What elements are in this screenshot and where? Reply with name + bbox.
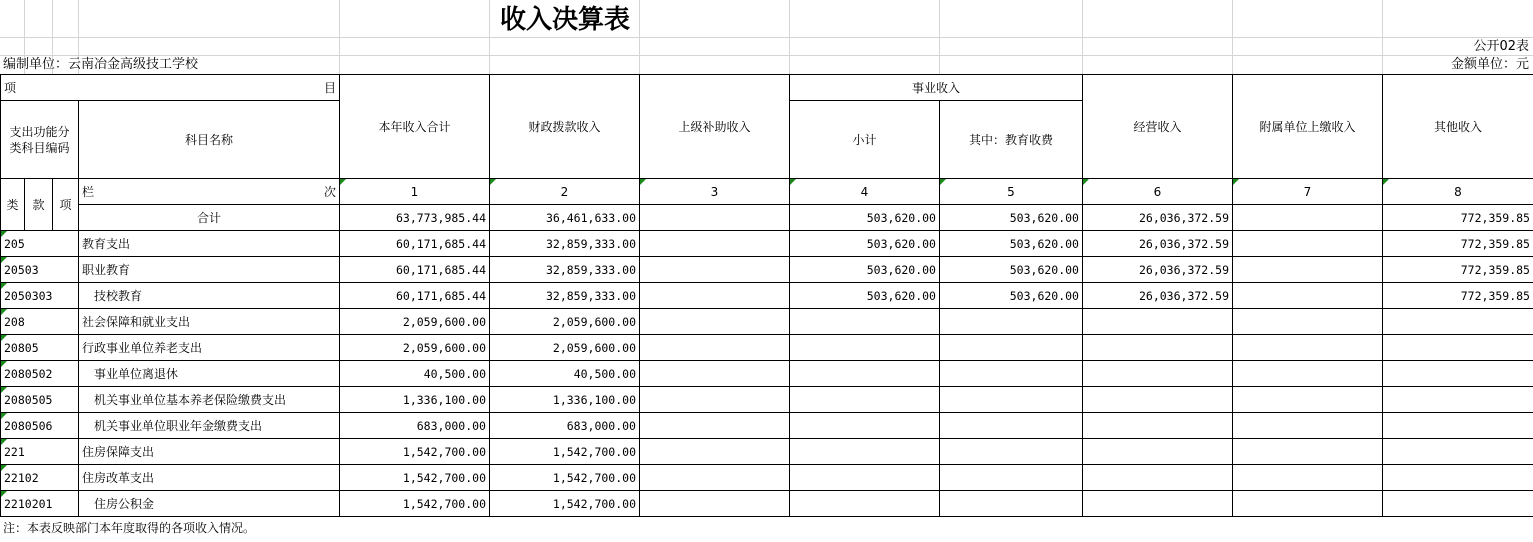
row-value: 32,859,333.00 bbox=[490, 257, 640, 283]
total-value: 503,620.00 bbox=[940, 205, 1083, 231]
header-edu-fee: 其中：教育收费 bbox=[940, 101, 1083, 179]
row-value: 2,059,600.00 bbox=[340, 309, 490, 335]
row-code: 22102 bbox=[1, 465, 79, 491]
row-value bbox=[940, 387, 1083, 413]
row-value: 772,359.85 bbox=[1383, 257, 1533, 283]
row-value bbox=[940, 465, 1083, 491]
table-row bbox=[1, 257, 1533, 283]
row-value: 1,542,700.00 bbox=[340, 465, 490, 491]
form-number: 公开02表 bbox=[1473, 39, 1529, 54]
row-code: 2080506 bbox=[1, 413, 79, 439]
row-value: 683,000.00 bbox=[340, 413, 490, 439]
row-value bbox=[940, 309, 1083, 335]
row-value: 2,059,600.00 bbox=[490, 335, 640, 361]
row-value bbox=[640, 257, 790, 283]
row-code: 208 bbox=[1, 309, 79, 335]
total-value bbox=[1233, 205, 1383, 231]
row-value bbox=[640, 465, 790, 491]
header-lei: 类 bbox=[1, 179, 25, 231]
row-name: 机关事业单位基本养老保险缴费支出 bbox=[79, 387, 340, 413]
row-value: 26,036,372.59 bbox=[1083, 257, 1233, 283]
row-value bbox=[940, 413, 1083, 439]
row-code: 20805 bbox=[1, 335, 79, 361]
row-value bbox=[1083, 361, 1233, 387]
col-number-1: 1 bbox=[340, 179, 490, 205]
row-value bbox=[1383, 335, 1533, 361]
header-affiliated: 附属单位上缴收入 bbox=[1233, 75, 1383, 179]
row-value bbox=[1233, 257, 1383, 283]
row-value bbox=[940, 361, 1083, 387]
header-operating: 经营收入 bbox=[1083, 75, 1233, 179]
total-row bbox=[1, 205, 1533, 231]
row-value: 503,620.00 bbox=[940, 231, 1083, 257]
total-value bbox=[640, 205, 790, 231]
table-row bbox=[1, 231, 1533, 257]
row-name: 住房改革支出 bbox=[79, 465, 340, 491]
header-fiscal: 财政拨款收入 bbox=[490, 75, 640, 179]
row-code: 2050303 bbox=[1, 283, 79, 309]
row-value: 60,171,685.44 bbox=[340, 283, 490, 309]
row-name: 住房保障支出 bbox=[79, 439, 340, 465]
header-xiang-mu: 项 目 bbox=[1, 75, 340, 101]
table-row bbox=[1, 283, 1533, 309]
total-value: 36,461,633.00 bbox=[490, 205, 640, 231]
table-row bbox=[1, 439, 1533, 465]
col-number-6: 6 bbox=[1083, 179, 1233, 205]
row-value bbox=[1233, 387, 1383, 413]
row-value: 60,171,685.44 bbox=[340, 257, 490, 283]
row-value bbox=[1383, 361, 1533, 387]
row-value bbox=[1233, 309, 1383, 335]
col-number-3: 3 bbox=[640, 179, 790, 205]
row-value: 40,500.00 bbox=[340, 361, 490, 387]
row-value bbox=[1383, 465, 1533, 491]
row-code: 20503 bbox=[1, 257, 79, 283]
row-value bbox=[1233, 335, 1383, 361]
row-value: 503,620.00 bbox=[790, 257, 940, 283]
row-value: 772,359.85 bbox=[1383, 283, 1533, 309]
total-value: 63,773,985.44 bbox=[340, 205, 490, 231]
row-value bbox=[640, 309, 790, 335]
row-value bbox=[1233, 491, 1383, 517]
row-code: 221 bbox=[1, 439, 79, 465]
row-value bbox=[1233, 231, 1383, 257]
row-value bbox=[1233, 283, 1383, 309]
row-value: 2,059,600.00 bbox=[340, 335, 490, 361]
col-number-4: 4 bbox=[790, 179, 940, 205]
row-value bbox=[790, 439, 940, 465]
row-code: 2080505 bbox=[1, 387, 79, 413]
row-value bbox=[640, 361, 790, 387]
row-value bbox=[640, 439, 790, 465]
row-value bbox=[640, 387, 790, 413]
row-value bbox=[1083, 335, 1233, 361]
table-row bbox=[1, 413, 1533, 439]
header-code-label: 支出功能分类科目编码 bbox=[1, 101, 79, 179]
row-code: 2210201 bbox=[1, 491, 79, 517]
table-row bbox=[1, 361, 1533, 387]
row-value: 503,620.00 bbox=[790, 283, 940, 309]
header-career: 事业收入 bbox=[790, 75, 1083, 101]
col-number-2: 2 bbox=[490, 179, 640, 205]
row-value bbox=[1383, 439, 1533, 465]
row-value bbox=[1383, 309, 1533, 335]
row-value bbox=[1383, 491, 1533, 517]
row-name: 住房公积金 bbox=[79, 491, 340, 517]
row-value: 26,036,372.59 bbox=[1083, 283, 1233, 309]
row-value bbox=[1233, 439, 1383, 465]
col-number-8: 8 bbox=[1383, 179, 1533, 205]
row-value bbox=[790, 413, 940, 439]
table-row bbox=[1, 491, 1533, 517]
row-name: 技校教育 bbox=[79, 283, 340, 309]
row-value bbox=[640, 283, 790, 309]
row-value: 1,336,100.00 bbox=[490, 387, 640, 413]
header-lan-ci: 栏 次 bbox=[79, 179, 340, 205]
row-value bbox=[640, 491, 790, 517]
row-value: 2,059,600.00 bbox=[490, 309, 640, 335]
row-value bbox=[790, 387, 940, 413]
table-row bbox=[1, 387, 1533, 413]
row-value bbox=[640, 413, 790, 439]
row-value bbox=[940, 439, 1083, 465]
row-value: 26,036,372.59 bbox=[1083, 231, 1233, 257]
header-superior: 上级补助收入 bbox=[640, 75, 790, 179]
row-value bbox=[790, 309, 940, 335]
row-value bbox=[1233, 465, 1383, 491]
table-row bbox=[1, 309, 1533, 335]
row-value bbox=[1383, 413, 1533, 439]
table-row bbox=[1, 335, 1533, 361]
row-value: 503,620.00 bbox=[940, 283, 1083, 309]
header-other: 其他收入 bbox=[1383, 75, 1533, 179]
row-value bbox=[1083, 439, 1233, 465]
total-label: 合计 bbox=[79, 205, 340, 231]
row-value: 1,542,700.00 bbox=[490, 465, 640, 491]
row-value bbox=[1083, 309, 1233, 335]
row-code: 205 bbox=[1, 231, 79, 257]
header-kuan: 款 bbox=[25, 179, 53, 231]
row-value bbox=[1083, 387, 1233, 413]
row-value: 1,542,700.00 bbox=[490, 439, 640, 465]
row-value: 32,859,333.00 bbox=[490, 283, 640, 309]
row-name: 社会保障和就业支出 bbox=[79, 309, 340, 335]
header-total-income: 本年收入合计 bbox=[340, 75, 490, 179]
table-row bbox=[1, 465, 1533, 491]
footnote: 注：本表反映部门本年度取得的各项收入情况。 bbox=[3, 521, 256, 535]
row-value: 1,542,700.00 bbox=[340, 439, 490, 465]
row-value: 772,359.85 bbox=[1383, 231, 1533, 257]
row-value bbox=[1083, 413, 1233, 439]
row-value bbox=[790, 335, 940, 361]
reporting-unit: 编制单位：云南冶金高级技工学校 bbox=[3, 57, 199, 72]
income-table bbox=[0, 74, 1533, 179]
row-value bbox=[640, 231, 790, 257]
row-value: 40,500.00 bbox=[490, 361, 640, 387]
header-subtotal: 小计 bbox=[790, 101, 940, 179]
row-name: 机关事业单位职业年金缴费支出 bbox=[79, 413, 340, 439]
row-value bbox=[940, 335, 1083, 361]
row-value: 32,859,333.00 bbox=[490, 231, 640, 257]
row-value: 1,542,700.00 bbox=[340, 491, 490, 517]
total-value: 772,359.85 bbox=[1383, 205, 1533, 231]
money-unit: 金额单位：元 bbox=[1450, 57, 1529, 72]
row-value: 503,620.00 bbox=[940, 257, 1083, 283]
row-value bbox=[1083, 465, 1233, 491]
col-number-7: 7 bbox=[1233, 179, 1383, 205]
row-value: 683,000.00 bbox=[490, 413, 640, 439]
row-code: 2080502 bbox=[1, 361, 79, 387]
row-value bbox=[1383, 387, 1533, 413]
row-value bbox=[790, 491, 940, 517]
row-value bbox=[790, 361, 940, 387]
page-title: 收入决算表 bbox=[499, 5, 630, 35]
row-value bbox=[1233, 413, 1383, 439]
header-name-label: 科目名称 bbox=[79, 101, 340, 179]
row-name: 教育支出 bbox=[79, 231, 340, 257]
row-value: 1,542,700.00 bbox=[490, 491, 640, 517]
row-value: 1,336,100.00 bbox=[340, 387, 490, 413]
row-name: 职业教育 bbox=[79, 257, 340, 283]
row-value bbox=[1233, 361, 1383, 387]
row-name: 行政事业单位养老支出 bbox=[79, 335, 340, 361]
row-value: 503,620.00 bbox=[790, 231, 940, 257]
row-name: 事业单位离退休 bbox=[79, 361, 340, 387]
col-number-5: 5 bbox=[940, 179, 1083, 205]
income-table-body bbox=[0, 178, 1533, 517]
total-value: 26,036,372.59 bbox=[1083, 205, 1233, 231]
total-value: 503,620.00 bbox=[790, 205, 940, 231]
row-value bbox=[640, 335, 790, 361]
row-value: 60,171,685.44 bbox=[340, 231, 490, 257]
row-value bbox=[1083, 491, 1233, 517]
row-value bbox=[940, 491, 1083, 517]
header-xiang: 项 bbox=[53, 179, 79, 231]
row-value bbox=[790, 465, 940, 491]
